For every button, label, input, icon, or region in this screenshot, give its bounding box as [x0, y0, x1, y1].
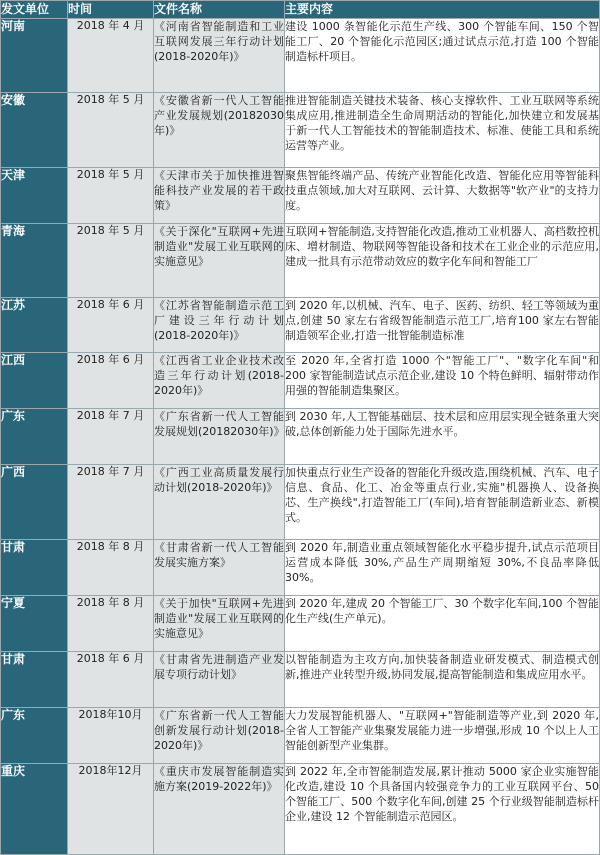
- content-cell: 加快重点行业生产设备的智能化升级改造,围绕机械、汽车、电子信息、食品、化工、冶金等重点行业,实施"机器换人、设备换芯、生产换线",打造智能工厂(车间),培育智能制造新业态、新模式。: [285, 465, 600, 540]
- time-cell: 2018 年 8 月: [68, 596, 154, 652]
- content-cell: 聚焦智能终端产品、传统产业智能化改造、智能化应用等智能科技重点领域,加大对互联网、云计算、大数据等"软产业"的支持力度。: [285, 168, 600, 224]
- province-cell: 河南: [1, 19, 68, 93]
- header-province: 发文单位: [1, 1, 68, 19]
- province-cell: 安徽: [1, 93, 68, 168]
- table-row: [1, 596, 600, 652]
- province-cell: 天津: [1, 168, 68, 224]
- time-cell: 2018 年 7 月: [68, 465, 154, 540]
- time-cell: 2018 年 4 月: [68, 19, 154, 93]
- province-cell: 广东: [1, 708, 68, 764]
- header-time: 时间: [68, 1, 154, 19]
- content-cell: 以智能制造为主攻方向,加快装备制造业研发模式、制造模式创新,推进产业转型升级,协同发展,提高智能制造和集成应用水平。: [285, 652, 600, 708]
- time-cell: 2018 年 7 月: [68, 409, 154, 465]
- table-row: [1, 708, 600, 764]
- table-row: [1, 93, 600, 168]
- province-cell: 甘肃: [1, 652, 68, 708]
- content-cell: 互联网+智能制造,支持智能化改造,推动工业机器人、高档数控机床、增材制造、物联网等智能设备和技术在工业企业的示范应用,建成一批具有示范带动效应的数字化车间和智能工厂: [285, 224, 600, 298]
- document-cell: 《关于深化"互联网+先进制造业"发展工业互联网的实施意见》: [154, 224, 285, 298]
- content-cell: 到 2030 年,人工智能基础层、技术层和应用层实现全链条重大突破,总体创新能力处于国际先进水平。: [285, 409, 600, 465]
- content-cell: 到 2020 年,建成 20 个智能工厂、30 个数字化车间,100 个智能化生产线(生产单元)。: [285, 596, 600, 652]
- content-cell: 建设 1000 条智能化示范生产线、300 个智能车间、150 个智能工厂、20 个智能化示范园区;通过试点示范,打造 100 个智能制造标杆项目。: [285, 19, 600, 93]
- document-cell: 《江西省工业企业技术改造三年行动计划(2018-2020年)》: [154, 353, 285, 409]
- document-cell: 《江苏省智能制造示范工厂建设三年行动计划(2018-2020年)》: [154, 298, 285, 353]
- table-row: [1, 465, 600, 540]
- document-cell: 《广东省新一代人工智能创新发展行动计划(2018-2020年)》: [154, 708, 285, 764]
- document-cell: 《广东省新一代人工智能发展规划(20182030年)》: [154, 409, 285, 465]
- document-cell: 《天津市关于加快推进智能科技产业发展的若干政策》: [154, 168, 285, 224]
- time-cell: 2018 年 5 月: [68, 93, 154, 168]
- content-cell: 到 2022 年,全市智能制造发展,累计推动 5000 家企业实施智能化改造,建设 10 个具备国内较强竞争力的工业互联网平台、50 个智能工厂、500 个数字化车间,创建 25 个行业级智能制造标杆企业,建设 12 个智能制造示范园区。: [285, 764, 600, 855]
- time-cell: 2018年12月: [68, 764, 154, 855]
- document-cell: 《广西工业高质量发展行动计划(2018-2020年)》: [154, 465, 285, 540]
- province-cell: 青海: [1, 224, 68, 298]
- time-cell: 2018 年 6 月: [68, 652, 154, 708]
- header-document: 文件名称: [154, 1, 285, 19]
- document-cell: 《重庆市发展智能制造实施方案(2019-2022年)》: [154, 764, 285, 855]
- table-row: [1, 409, 600, 465]
- content-cell: 推进智能制造关键技术装备、核心支撑软件、工业互联网等系统集成应用,推进制造全生命周期活动的智能化,加快建立和发展基于新一代人工智能技术的智能制造技术、标准、使能工具和系统运营等产业。: [285, 93, 600, 168]
- table-row: [1, 353, 600, 409]
- province-cell: 广东: [1, 409, 68, 465]
- content-cell: 到 2020 年,制造业重点领域智能化水平稳步提升,试点示范项目运营成本降低 30%,产品生产周期缩短 30%,不良品率降低 30%。: [285, 540, 600, 596]
- time-cell: 2018 年 6 月: [68, 353, 154, 409]
- time-cell: 2018 年 5 月: [68, 224, 154, 298]
- time-cell: 2018年10月: [68, 708, 154, 764]
- content-cell: 至 2020 年,全省打造 1000 个"智能工厂"、"数字化车间"和 200 家智能制造试点示范企业,建设 10 个特色鲜明、辐射带动作用强的智能制造集聚区。: [285, 353, 600, 409]
- province-cell: 甘肃: [1, 540, 68, 596]
- time-cell: 2018 年 5 月: [68, 168, 154, 224]
- province-cell: 宁夏: [1, 596, 68, 652]
- document-cell: 《河南省智能制造和工业互联网发展三年行动计划(2018-2020年)》: [154, 19, 285, 93]
- province-cell: 江西: [1, 353, 68, 409]
- header-content: 主要内容: [285, 1, 600, 19]
- time-cell: 2018 年 8 月: [68, 540, 154, 596]
- province-cell: 广西: [1, 465, 68, 540]
- table-row: [1, 764, 600, 855]
- content-cell: 到 2020 年,以机械、汽车、电子、医药、纺织、轻工等领域为重点,创建 50 家左右省级智能制造示范工厂,培育100 家左右智能制造领军企业,打造一批智能制造标准: [285, 298, 600, 353]
- document-cell: 《关于加快"互联网+先进制造业"发展工业互联网的实施意见》: [154, 596, 285, 652]
- table-row: [1, 224, 600, 298]
- time-cell: 2018 年 6 月: [68, 298, 154, 353]
- document-cell: 《甘肃省先进制造产业发展专项行动计划》: [154, 652, 285, 708]
- document-cell: 《安徽省新一代人工智能产业发展规划(20182030年)》: [154, 93, 285, 168]
- table-row: [1, 540, 600, 596]
- province-cell: 重庆: [1, 764, 68, 855]
- header-row: [1, 1, 600, 19]
- province-cell: 江苏: [1, 298, 68, 353]
- table-row: [1, 19, 600, 93]
- table-row: [1, 298, 600, 353]
- table-header: [1, 1, 600, 19]
- table-row: [1, 652, 600, 708]
- table-row: [1, 168, 600, 224]
- content-cell: 大力发展智能机器人、"互联网+"智能制造等产业,到 2020 年,全省人工智能产业集聚发展能力进一步增强,形成 10 个以上人工智能创新型产业集群。: [285, 708, 600, 764]
- table-body: [1, 19, 600, 855]
- document-cell: 《甘肃省新一代人工智能发展实施方案》: [154, 540, 285, 596]
